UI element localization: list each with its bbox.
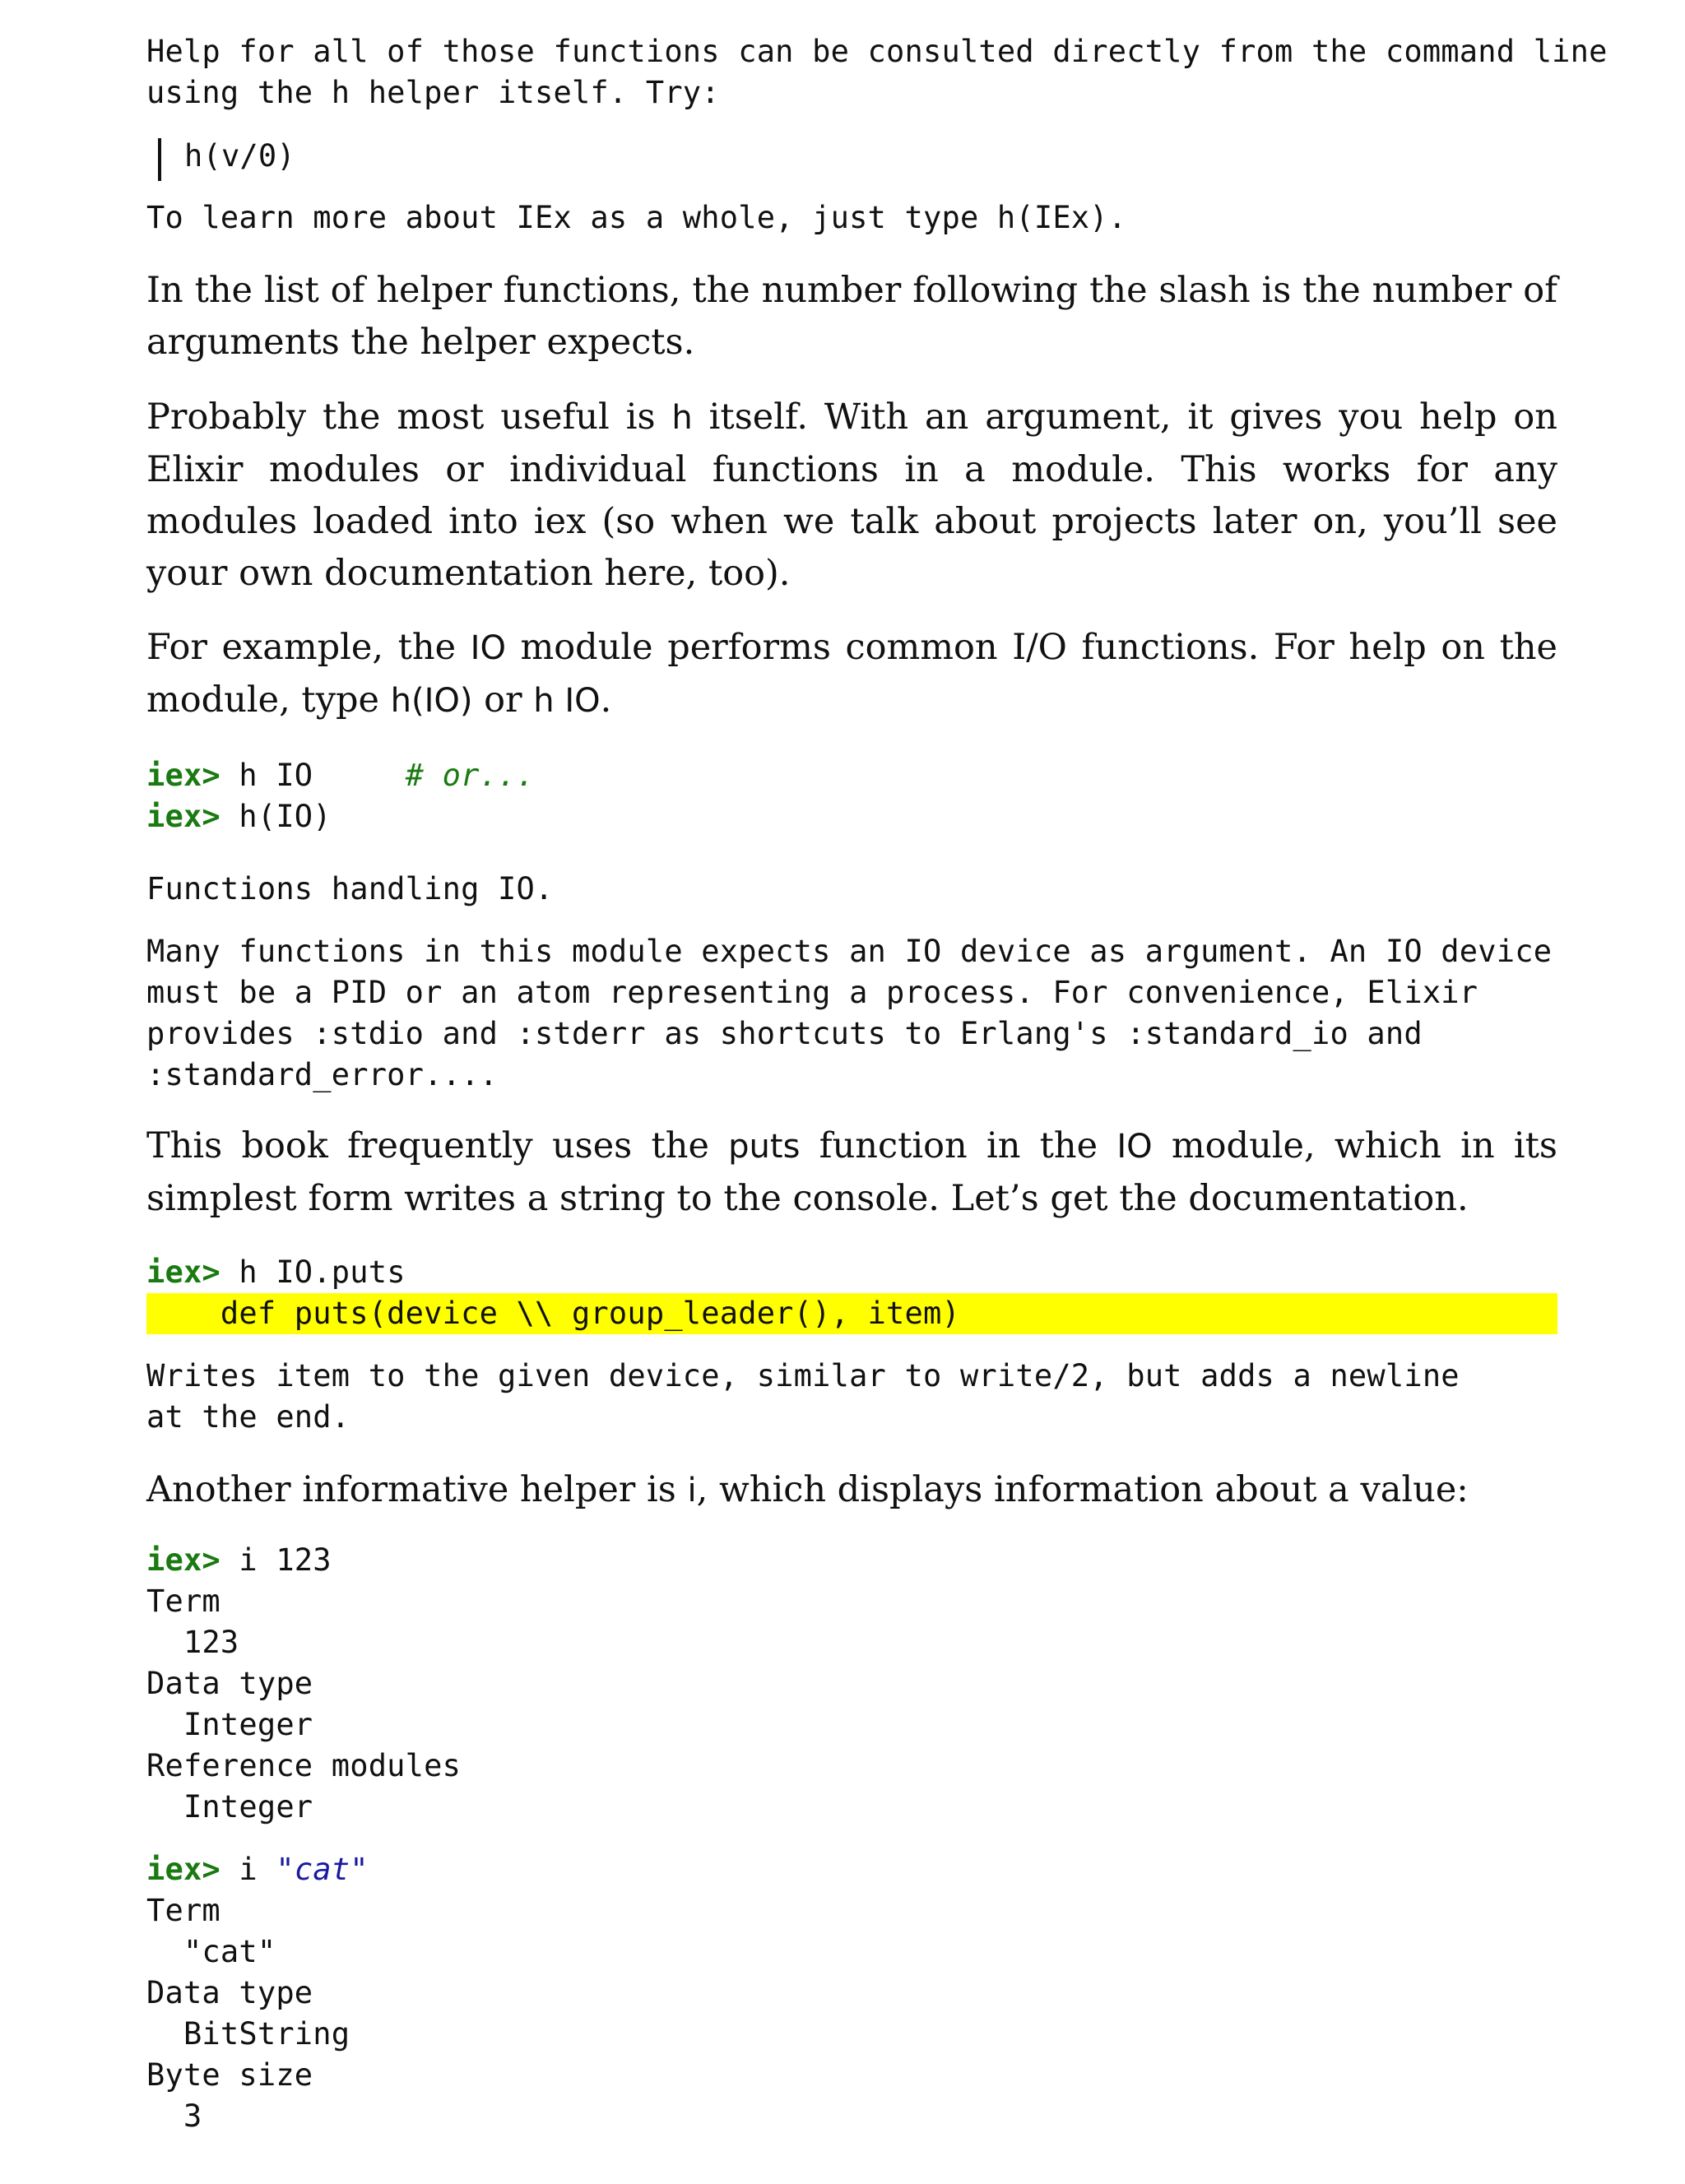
paragraph-i-helper — [146, 1464, 1557, 1517]
puts-doc-line-1: Writes item to the given device, similar to write/2, but adds a newline — [146, 1358, 1460, 1393]
code-line-i-cat — [146, 1849, 369, 1890]
text: function in the — [800, 1125, 1117, 1166]
code-line-h-io-puts — [146, 1252, 406, 1293]
iex-prompt: iex> — [146, 758, 220, 793]
io-doc-line-1: Functions handling IO. — [146, 871, 554, 907]
i-123-output-line: Data type — [146, 1666, 313, 1701]
io-doc-line-2: Many functions in this module expects an IO device as argument. An IO device — [146, 934, 1553, 969]
i-cat-output-line: "cat" — [146, 1934, 276, 1969]
text: itself. With an argument, it gives you help on Elixir modules or individual functions in a module. This works for any modules loaded into iex (so when we talk about projects later on, you’ll see your own documentation here, too). — [146, 396, 1557, 594]
command: h IO — [220, 758, 406, 793]
text: , which displays information about a value: — [696, 1469, 1469, 1510]
inline-code-io: IO — [470, 629, 506, 667]
i-cat-output-line: Byte size — [146, 2057, 313, 2093]
command: h IO.puts — [220, 1254, 406, 1290]
help-intro-line-1: Help for all of those functions can be consulted directly from the command line — [146, 34, 1608, 69]
help-intro-line-2: using the h helper itself. Try: — [146, 75, 720, 110]
i-cat-output-line: Term — [146, 1893, 220, 1928]
inline-code-i: i — [687, 1472, 697, 1509]
text: module performs common I/O functions. For help on the module, type — [146, 627, 1557, 721]
paragraph-helper-args: In the list of helper functions, the number following the slash is the number of arguments the helper expects. — [146, 270, 1557, 363]
iex-prompt: iex> — [146, 1254, 220, 1290]
inline-code-h-io-paren: h(IO) — [390, 682, 473, 720]
i-123-output-line: Reference modules — [146, 1748, 462, 1783]
paragraph-h-helper — [146, 392, 1557, 600]
inline-code-h-io: h IO — [533, 682, 601, 720]
i-cat-output-line: BitString — [146, 2016, 350, 2052]
i-123-output-line: 123 — [146, 1625, 239, 1660]
text: For example, the — [146, 627, 471, 668]
text: module, which in its simplest form writes a string to the console. Let’s get the documentation. — [146, 1125, 1557, 1219]
text: . — [600, 679, 612, 721]
code-comment: # or... — [405, 758, 536, 793]
i-cat-output-line: 3 — [146, 2098, 202, 2134]
io-doc-line-5: :standard_error.... — [146, 1057, 499, 1092]
io-doc-line-4: provides :stdio and :stderr as shortcuts to Erlang's :standard_io and — [146, 1016, 1423, 1051]
inline-code-io: IO — [1116, 1128, 1153, 1166]
code-line-h-io — [146, 755, 535, 796]
string-literal: "cat" — [276, 1852, 369, 1887]
i-123-output-line: Term — [146, 1584, 220, 1619]
text: This book frequently uses the — [146, 1125, 729, 1166]
puts-signature: def puts(device \\ group_leader(), item) — [146, 1296, 960, 1331]
paragraph-io-module — [146, 622, 1557, 727]
command: i — [220, 1852, 276, 1887]
i-123-output-line: Integer — [146, 1707, 313, 1742]
text: Another informative helper is — [146, 1469, 688, 1510]
puts-doc-line-2: at the end. — [146, 1399, 350, 1435]
paragraph-puts — [146, 1120, 1557, 1225]
quoted-example — [146, 133, 969, 183]
code-line-h-io-paren — [146, 796, 332, 837]
quote-bar — [158, 138, 161, 181]
i-cat-output-line: Data type — [146, 1975, 313, 2010]
code-line-i-123 — [146, 1540, 332, 1581]
help-intro-line-3: To learn more about IEx as a whole, just type h(IEx). — [146, 200, 1127, 235]
iex-prompt: iex> — [146, 1542, 220, 1578]
text: Probably the most useful is — [146, 396, 672, 438]
i-123-output-line: Integer — [146, 1789, 313, 1825]
command: i 123 — [220, 1542, 332, 1578]
inline-code-puts: puts — [728, 1128, 801, 1166]
iex-prompt: iex> — [146, 799, 220, 834]
io-doc-line-3: must be a PID or an atom representing a process. For convenience, Elixir — [146, 975, 1478, 1010]
command: h(IO) — [220, 799, 332, 834]
example-h-v0: h(v/0) — [184, 138, 295, 174]
text: or — [472, 679, 534, 721]
inline-code-h: h — [671, 399, 693, 437]
iex-prompt: iex> — [146, 1852, 220, 1887]
